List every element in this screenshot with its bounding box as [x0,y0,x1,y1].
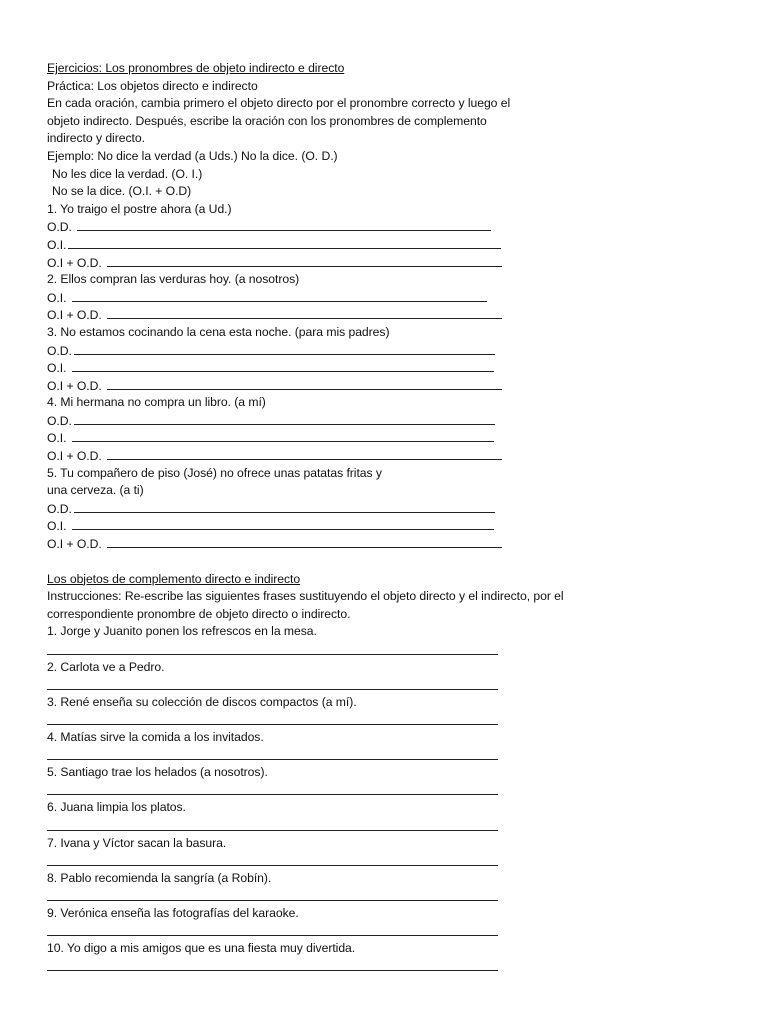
answer-label: O.I. [47,237,67,252]
instruction-line: En cada oración, cambia primero el objeto directo por el pronombre correcto y luego el [47,96,511,111]
instruction-line: objeto indirecto. Después, escribe la oración con los pronombres de complemento [47,113,487,128]
answer-label: O.I. [47,361,70,376]
instruction-line: correspondiente pronombre de objeto directo o indirecto. [47,606,351,621]
answer-line[interactable] [47,923,727,941]
exercise-prompt: 3. No estamos cocinando la cena esta noche. (para mis padres) [47,324,390,339]
answer-blank[interactable] [107,447,502,460]
exercise-prompt: 9. Verónica enseña las fotografías del karaoke. [47,905,299,920]
answer-row[interactable] [47,377,727,395]
exercise-prompt: 6. Juana limpia los platos. [47,800,186,815]
exercise-prompt: 8. Pablo recomienda la sangría (a Robín). [47,870,272,885]
answer-line[interactable] [47,747,727,765]
exercise-prompt: una cerveza. (a ti) [47,483,144,498]
answer-line[interactable] [47,782,727,800]
answer-blank[interactable] [107,377,502,390]
answer-label: O.I + O.D. [47,449,106,464]
exercise-prompt: 4. Mi hermana no compra un libro. (a mí) [47,395,266,410]
instruction-line: Instrucciones: Re-escribe las siguientes frases sustituyendo el objeto directo y el indirecto, por el [47,589,564,604]
answer-label: O.I + O.D. [47,378,106,393]
answer-label: O.D. [47,413,72,428]
exercise-prompt: 1. Jorge y Juanito ponen los refrescos en la mesa. [47,624,317,639]
exercise-prompt: 2. Ellos compran las verduras hoy. (a nosotros) [47,272,300,287]
answer-blank[interactable] [72,429,494,442]
answer-line[interactable] [47,641,727,659]
answer-row[interactable] [47,254,727,272]
answer-label: O.I. [47,519,70,534]
answer-row[interactable] [47,218,727,236]
answer-line[interactable] [47,817,727,835]
answer-label: O.I. [47,290,70,305]
answer-row[interactable] [47,429,727,447]
answer-row[interactable] [47,236,727,254]
answer-blank[interactable] [72,359,494,372]
answer-line[interactable] [47,711,727,729]
section-gap [47,553,727,571]
answer-row[interactable] [47,517,727,535]
section1-title: Ejercicios: Los pronombres de objeto indirecto e directo [47,61,345,75]
answer-line[interactable] [47,852,727,870]
answer-row[interactable] [47,306,727,324]
answer-label: O.D. [47,501,72,516]
answer-row[interactable] [47,447,727,465]
example-line: Ejemplo: No dice la verdad (a Uds.) No la dice. (O. D.) [47,148,338,163]
answer-label: O.D. [47,220,76,235]
answer-label: O.I + O.D. [47,255,106,270]
answer-label: O.I + O.D. [47,537,106,552]
answer-blank[interactable] [47,865,498,866]
exercise-prompt: 2. Carlota ve a Pedro. [47,659,165,674]
example-line: No se la dice. (O.I. + O.D) [52,184,192,199]
exercise-prompt: 1. Yo traigo el postre ahora (a Ud.) [47,201,232,216]
exercise-prompt: 5. Santiago trae los helados (a nosotros). [47,765,268,780]
instruction-line: indirecto y directo. [47,131,145,146]
answer-blank[interactable] [47,689,498,690]
answer-blank[interactable] [74,342,495,355]
answer-blank[interactable] [74,500,495,513]
answer-blank[interactable] [72,289,487,302]
answer-blank[interactable] [107,254,502,267]
answer-blank[interactable] [107,306,502,319]
answer-blank[interactable] [47,759,498,760]
answer-blank[interactable] [77,218,491,231]
answer-blank[interactable] [47,900,498,901]
answer-row[interactable] [47,359,727,377]
section2-title: Los objetos de complemento directo e indirecto [47,571,301,586]
worksheet-page [47,60,727,975]
exercise-prompt: 10. Yo digo a mis amigos que es una fiesta muy divertida. [47,941,356,956]
answer-label: O.D. [47,343,72,358]
answer-blank[interactable] [72,517,494,530]
exercise-prompt: 4. Matías sirve la comida a los invitados. [47,729,264,744]
exercise-prompt: 5. Tu compañero de piso (José) no ofrece unas patatas fritas y [47,465,382,480]
exercise-prompt: 3. René enseña su colección de discos compactos (a mí). [47,694,357,709]
answer-row[interactable] [47,412,727,430]
answer-row[interactable] [47,342,727,360]
answer-line[interactable] [47,887,727,905]
answer-blank[interactable] [47,794,498,795]
exercise-prompt: 7. Ivana y Víctor sacan la basura. [47,835,227,850]
answer-blank[interactable] [47,935,498,936]
example-line: No les dice la verdad. (O. I.) [52,166,203,181]
answer-row[interactable] [47,535,727,553]
answer-blank[interactable] [47,830,498,831]
answer-blank[interactable] [107,535,502,548]
answer-row[interactable] [47,500,727,518]
answer-row[interactable] [47,289,727,307]
answer-blank[interactable] [74,412,495,425]
answer-label: O.I. [47,431,70,446]
section1-subtitle: Práctica: Los objetos directo e indirecto [47,78,258,93]
answer-line[interactable] [47,958,727,976]
answer-line[interactable] [47,676,727,694]
answer-blank[interactable] [68,236,501,249]
answer-label: O.I + O.D. [47,308,106,323]
answer-blank[interactable] [47,654,498,655]
answer-blank[interactable] [47,724,498,725]
answer-blank[interactable] [47,970,498,971]
